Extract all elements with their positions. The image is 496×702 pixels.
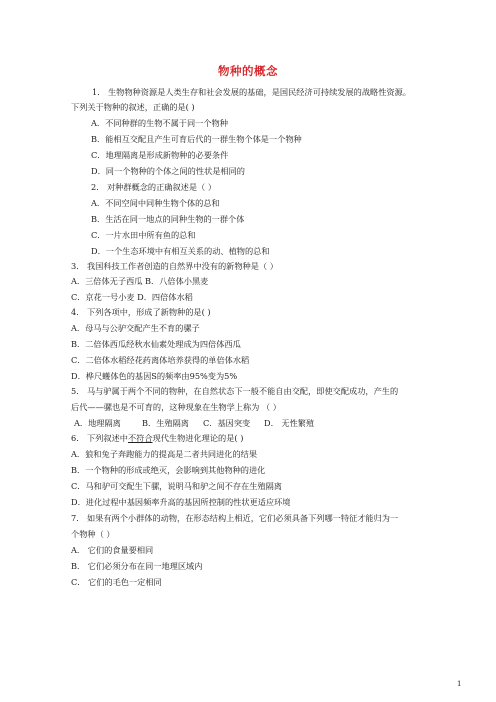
- q1-option-b: B．能相互交配且产生可育后代的一群生物个体是一个物种: [91, 134, 302, 144]
- page-number: 1: [457, 680, 462, 688]
- q6-stem-prefix: 6． 下列叙述中: [71, 433, 128, 443]
- q6-option-d: D．进化过程中基因频率升高的基因所控制的性状更适应环境: [71, 497, 291, 507]
- q1-stem-line1: 1． 生物物种资源是人类生存和社会发展的基础，是国民经济可持续发展的战略性资源。: [92, 87, 411, 97]
- q6-stem: [71, 433, 243, 444]
- q3-stem: 3． 我国科技工作者创造的自然界中没有的新物种是（ ）: [71, 261, 278, 271]
- q4-option-b: B．二倍体西瓜经秋水仙素处理成为四倍体西瓜: [71, 339, 241, 349]
- q6-stem-suffix: 现代生物进化理论的是( ): [152, 433, 244, 443]
- q1-option-a: A．不同种群的生物不属于同一个物种: [91, 118, 228, 128]
- q7-stem-line2: 个物种（ ）: [71, 529, 115, 539]
- q3-options-ab: A．三倍体无子西瓜 B．八倍体小黑麦: [71, 276, 209, 286]
- q5-stem-line2: 后代——骡也是不可育的，这种现象在生物学上称为 （ ）: [71, 402, 281, 412]
- q7-option-b: B． 它们必须分布在同一地理区域内: [71, 561, 203, 571]
- q7-stem-line1: 7． 如果有两个小群体的动物，在形态结构上相近，它们必须具备下列哪一特征才能归为一: [71, 513, 399, 523]
- q5-stem-line1: 5． 马与驴属于两个不同的物种，在自然状态下一般不能自由交配，即使交配成功，产生的: [71, 386, 399, 396]
- q1-option-d: D．同一个物种的个体之间的性状是相同的: [91, 166, 245, 176]
- q4-option-a: A．母马与公驴交配产生不育的骡子: [71, 323, 200, 333]
- q7-option-c: C． 它们的毛色一定相同: [71, 577, 162, 587]
- q6-option-a: A．狼和兔子奔跑能力的提高是二者共同进化的结果: [71, 449, 258, 459]
- q5-option-b: B．生殖隔离: [142, 418, 189, 428]
- q5-option-a: A．地理隔离: [74, 418, 121, 428]
- q3-options-cd: C．京花一号小麦 D．四倍体水稻: [71, 292, 193, 302]
- q4-option-c: C．二倍体水稻经花药离体培养获得的单倍体水稻: [71, 355, 250, 365]
- page-title: 物种的概念: [218, 64, 278, 78]
- q4-stem: 4． 下列各项中，形成了新物种的是( ): [71, 307, 211, 317]
- q6-stem-underlined: 不符合: [127, 433, 153, 443]
- q1-stem-line2: 下列关于物种的叙述，正确的是( ): [71, 102, 195, 112]
- q2-option-c: C．一片水田中所有鱼的总和: [91, 230, 196, 240]
- q2-option-b: B．生活在同一地点的同种生物的一群个体: [91, 214, 245, 224]
- q5-option-c: C．基因突变: [203, 418, 251, 428]
- q4-option-d: D．桦尺蠖体色的基因S的频率由95%变为5%: [71, 371, 238, 381]
- q2-option-d: D．一个生态环境中有相互关系的动、植物的总和: [91, 246, 270, 256]
- q2-stem: 2． 对种群概念的正确叙述是（ ）: [91, 182, 217, 192]
- q6-option-b: B．一个物种的形成或绝灭，会影响到其他物种的进化: [71, 465, 266, 475]
- q2-option-a: A．不同空间中同种生物个体的总和: [91, 198, 220, 208]
- q1-option-c: C．地理隔离是形成新物种的必要条件: [91, 150, 229, 160]
- q5-option-d: D． 无性繁殖: [264, 418, 315, 428]
- q7-option-a: A． 它们的食量要相同: [71, 545, 154, 555]
- q6-option-c: C．马和驴可交配生下骡，说明马和驴之间不存在生殖隔离: [71, 481, 282, 491]
